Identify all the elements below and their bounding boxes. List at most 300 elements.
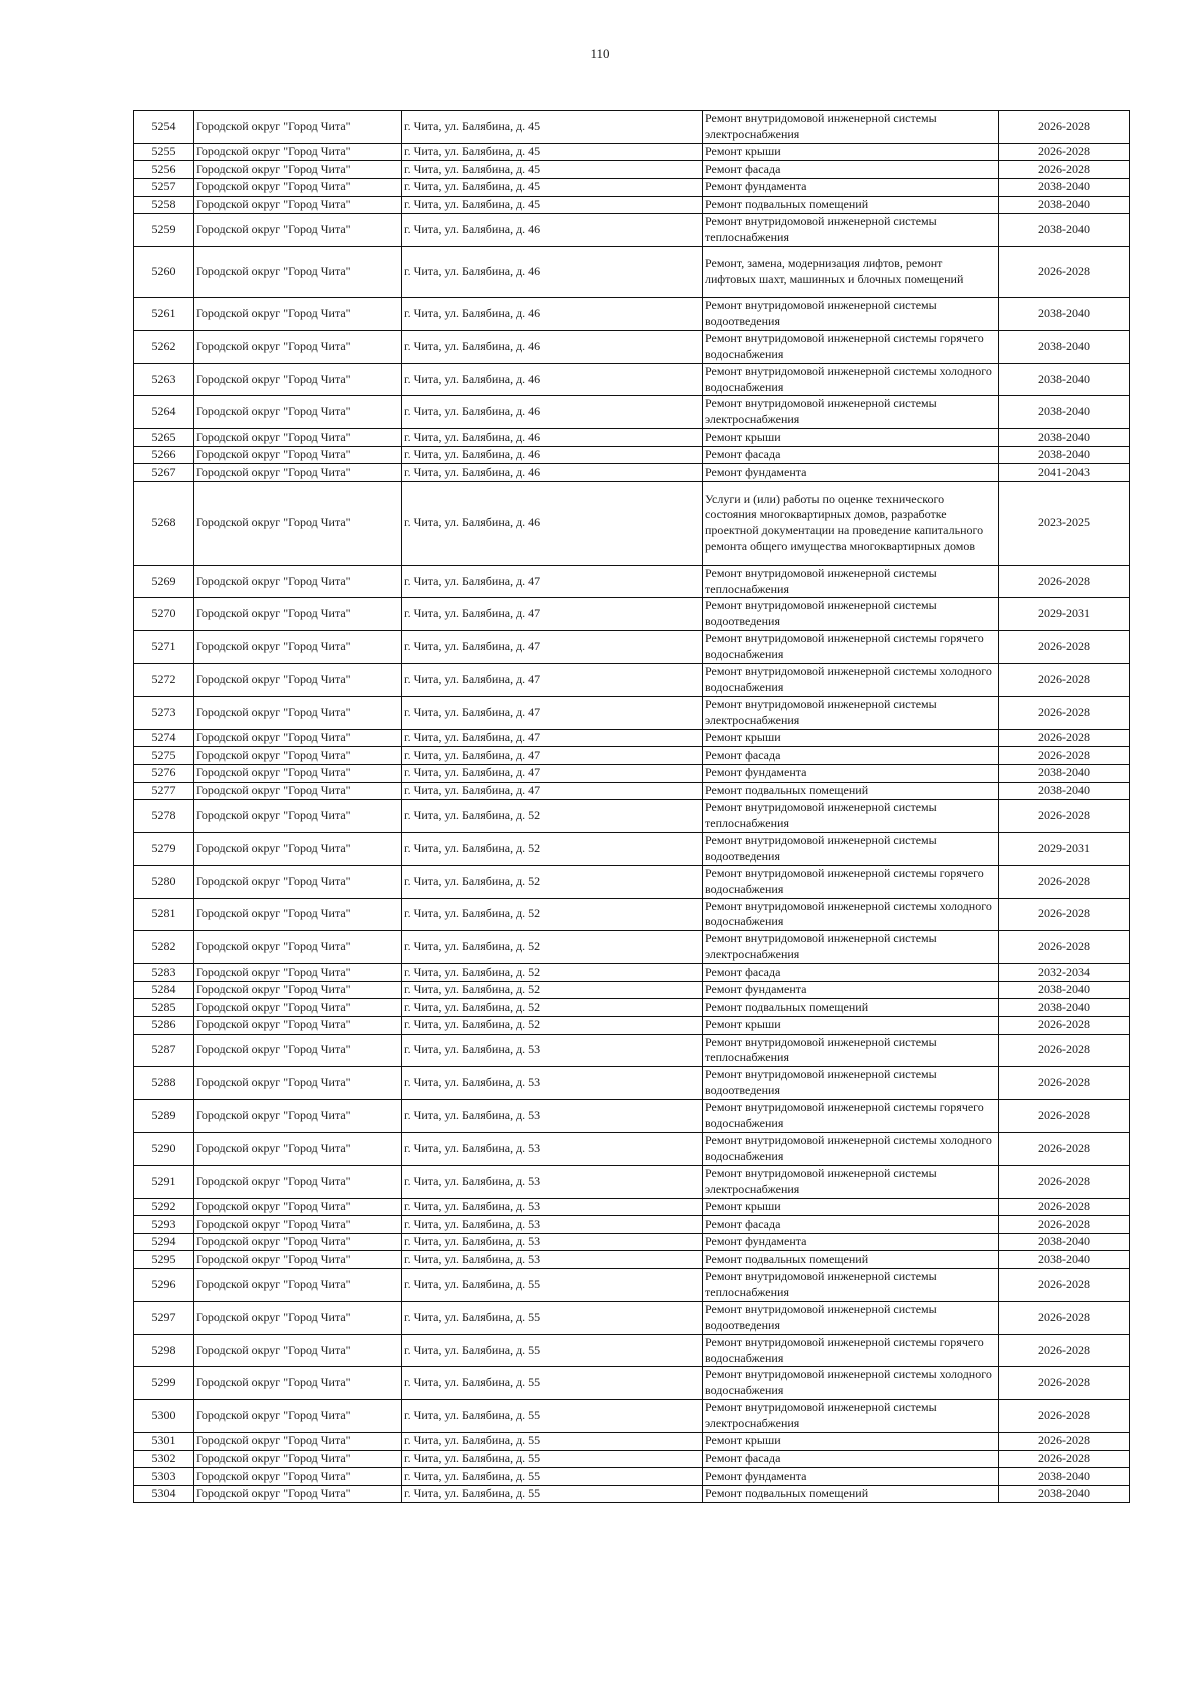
table-row bbox=[134, 1367, 1130, 1400]
address-cell: г. Чита, ул. Балябина, д. 47 bbox=[402, 598, 703, 631]
work-type-cell: Ремонт подвальных помещений bbox=[703, 782, 999, 800]
table-row bbox=[134, 832, 1130, 865]
work-type-cell: Ремонт фундамента bbox=[703, 981, 999, 999]
table-row bbox=[134, 143, 1130, 161]
table-row bbox=[134, 298, 1130, 331]
address-cell: г. Чита, ул. Балябина, д. 53 bbox=[402, 1034, 703, 1067]
table-row bbox=[134, 161, 1130, 179]
work-type-cell: Ремонт крыши bbox=[703, 143, 999, 161]
address-cell: г. Чита, ул. Балябина, д. 47 bbox=[402, 729, 703, 747]
row-number: 5278 bbox=[134, 800, 194, 833]
row-number: 5299 bbox=[134, 1367, 194, 1400]
work-type-cell: Ремонт крыши bbox=[703, 1016, 999, 1034]
period-cell: 2026-2028 bbox=[999, 931, 1130, 964]
address-cell: г. Чита, ул. Балябина, д. 45 bbox=[402, 111, 703, 144]
row-number: 5255 bbox=[134, 143, 194, 161]
address-cell: г. Чита, ул. Балябина, д. 52 bbox=[402, 981, 703, 999]
period-cell: 2026-2028 bbox=[999, 865, 1130, 898]
municipality-cell: Городской округ "Город Чита" bbox=[194, 1367, 402, 1400]
row-number: 5254 bbox=[134, 111, 194, 144]
municipality-cell: Городской округ "Город Чита" bbox=[194, 631, 402, 664]
table-row bbox=[134, 764, 1130, 782]
period-cell: 2026-2028 bbox=[999, 1334, 1130, 1367]
work-type-cell: Ремонт подвальных помещений bbox=[703, 1251, 999, 1269]
row-number: 5280 bbox=[134, 865, 194, 898]
work-type-cell: Ремонт внутридомовой инженерной системы горячего водоснабжения bbox=[703, 1334, 999, 1367]
row-number: 5275 bbox=[134, 747, 194, 765]
table-row bbox=[134, 981, 1130, 999]
address-cell: г. Чита, ул. Балябина, д. 47 bbox=[402, 747, 703, 765]
table-row bbox=[134, 696, 1130, 729]
period-cell: 2023-2025 bbox=[999, 482, 1130, 566]
row-number: 5256 bbox=[134, 161, 194, 179]
period-cell: 2026-2028 bbox=[999, 1450, 1130, 1468]
table-row bbox=[134, 747, 1130, 765]
table-body bbox=[134, 111, 1130, 1503]
period-cell: 2038-2040 bbox=[999, 179, 1130, 197]
work-type-cell: Ремонт внутридомовой инженерной системы теплоснабжения bbox=[703, 1268, 999, 1301]
row-number: 5302 bbox=[134, 1450, 194, 1468]
period-cell: 2038-2040 bbox=[999, 363, 1130, 396]
repair-schedule-table bbox=[133, 110, 1130, 1503]
period-cell: 2026-2028 bbox=[999, 111, 1130, 144]
table-row bbox=[134, 800, 1130, 833]
table-row bbox=[134, 330, 1130, 363]
row-number: 5294 bbox=[134, 1233, 194, 1251]
work-type-cell: Ремонт внутридомовой инженерной системы теплоснабжения bbox=[703, 565, 999, 598]
address-cell: г. Чита, ул. Балябина, д. 45 bbox=[402, 196, 703, 214]
table-row bbox=[134, 865, 1130, 898]
work-type-cell: Ремонт внутридомовой инженерной системы горячего водоснабжения bbox=[703, 1100, 999, 1133]
period-cell: 2038-2040 bbox=[999, 764, 1130, 782]
table-row bbox=[134, 1334, 1130, 1367]
period-cell: 2032-2034 bbox=[999, 964, 1130, 982]
address-cell: г. Чита, ул. Балябина, д. 55 bbox=[402, 1485, 703, 1503]
row-number: 5262 bbox=[134, 330, 194, 363]
row-number: 5274 bbox=[134, 729, 194, 747]
work-type-cell: Ремонт внутридомовой инженерной системы теплоснабжения bbox=[703, 800, 999, 833]
table-row bbox=[134, 196, 1130, 214]
table-row bbox=[134, 464, 1130, 482]
row-number: 5295 bbox=[134, 1251, 194, 1269]
work-type-cell: Ремонт внутридомовой инженерной системы холодного водоснабжения bbox=[703, 898, 999, 931]
table-row bbox=[134, 1301, 1130, 1334]
work-type-cell: Ремонт внутридомовой инженерной системы электроснабжения bbox=[703, 696, 999, 729]
row-number: 5287 bbox=[134, 1034, 194, 1067]
row-number: 5260 bbox=[134, 247, 194, 298]
municipality-cell: Городской округ "Город Чита" bbox=[194, 1034, 402, 1067]
address-cell: г. Чита, ул. Балябина, д. 55 bbox=[402, 1468, 703, 1486]
table-row bbox=[134, 429, 1130, 447]
municipality-cell: Городской округ "Город Чита" bbox=[194, 1132, 402, 1165]
table-row bbox=[134, 1067, 1130, 1100]
work-type-cell: Ремонт внутридомовой инженерной системы водоотведения bbox=[703, 1067, 999, 1100]
address-cell: г. Чита, ул. Балябина, д. 53 bbox=[402, 1067, 703, 1100]
period-cell: 2026-2028 bbox=[999, 1165, 1130, 1198]
table-row bbox=[134, 1400, 1130, 1433]
address-cell: г. Чита, ул. Балябина, д. 46 bbox=[402, 330, 703, 363]
work-type-cell: Ремонт внутридомовой инженерной системы горячего водоснабжения bbox=[703, 865, 999, 898]
period-cell: 2026-2028 bbox=[999, 1016, 1130, 1034]
period-cell: 2026-2028 bbox=[999, 1132, 1130, 1165]
table-row bbox=[134, 1268, 1130, 1301]
municipality-cell: Городской округ "Город Чита" bbox=[194, 111, 402, 144]
work-type-cell: Ремонт внутридомовой инженерной системы теплоснабжения bbox=[703, 1034, 999, 1067]
municipality-cell: Городской округ "Город Чита" bbox=[194, 865, 402, 898]
address-cell: г. Чита, ул. Балябина, д. 55 bbox=[402, 1268, 703, 1301]
work-type-cell: Ремонт подвальных помещений bbox=[703, 196, 999, 214]
municipality-cell: Городской округ "Город Чита" bbox=[194, 464, 402, 482]
period-cell: 2026-2028 bbox=[999, 898, 1130, 931]
work-type-cell: Ремонт фундамента bbox=[703, 179, 999, 197]
work-type-cell: Ремонт фасада bbox=[703, 1450, 999, 1468]
address-cell: г. Чита, ул. Балябина, д. 52 bbox=[402, 1016, 703, 1034]
work-type-cell: Ремонт фасада bbox=[703, 747, 999, 765]
address-cell: г. Чита, ул. Балябина, д. 53 bbox=[402, 1165, 703, 1198]
row-number: 5300 bbox=[134, 1400, 194, 1433]
municipality-cell: Городской округ "Город Чита" bbox=[194, 931, 402, 964]
table-row bbox=[134, 565, 1130, 598]
municipality-cell: Городской округ "Город Чита" bbox=[194, 482, 402, 566]
work-type-cell: Ремонт внутридомовой инженерной системы водоотведения bbox=[703, 1301, 999, 1334]
table-row bbox=[134, 179, 1130, 197]
row-number: 5272 bbox=[134, 664, 194, 697]
municipality-cell: Городской округ "Город Чита" bbox=[194, 1433, 402, 1451]
row-number: 5296 bbox=[134, 1268, 194, 1301]
work-type-cell: Ремонт крыши bbox=[703, 429, 999, 447]
work-type-cell: Ремонт внутридомовой инженерной системы электроснабжения bbox=[703, 1165, 999, 1198]
row-number: 5279 bbox=[134, 832, 194, 865]
table-row bbox=[134, 729, 1130, 747]
table-row bbox=[134, 446, 1130, 464]
work-type-cell: Ремонт крыши bbox=[703, 1433, 999, 1451]
municipality-cell: Городской округ "Город Чита" bbox=[194, 161, 402, 179]
table-row bbox=[134, 214, 1130, 247]
municipality-cell: Городской округ "Город Чита" bbox=[194, 1251, 402, 1269]
work-type-cell: Ремонт внутридомовой инженерной системы холодного водоснабжения bbox=[703, 664, 999, 697]
table-row bbox=[134, 1216, 1130, 1234]
row-number: 5270 bbox=[134, 598, 194, 631]
work-type-cell: Ремонт внутридомовой инженерной системы теплоснабжения bbox=[703, 214, 999, 247]
table-row bbox=[134, 898, 1130, 931]
period-cell: 2026-2028 bbox=[999, 747, 1130, 765]
table-row bbox=[134, 1485, 1130, 1503]
table-row bbox=[134, 1100, 1130, 1133]
row-number: 5286 bbox=[134, 1016, 194, 1034]
work-type-cell: Услуги и (или) работы по оценке технического состояния многоквартирных домов, разработке проектной документации на проведение капитального ремонта общего имущества многоквартирных домов bbox=[703, 482, 999, 566]
period-cell: 2026-2028 bbox=[999, 161, 1130, 179]
municipality-cell: Городской округ "Город Чита" bbox=[194, 981, 402, 999]
address-cell: г. Чита, ул. Балябина, д. 55 bbox=[402, 1301, 703, 1334]
period-cell: 2026-2028 bbox=[999, 696, 1130, 729]
municipality-cell: Городской округ "Город Чита" bbox=[194, 214, 402, 247]
row-number: 5281 bbox=[134, 898, 194, 931]
address-cell: г. Чита, ул. Балябина, д. 55 bbox=[402, 1367, 703, 1400]
address-cell: г. Чита, ул. Балябина, д. 52 bbox=[402, 931, 703, 964]
municipality-cell: Городской округ "Город Чита" bbox=[194, 898, 402, 931]
address-cell: г. Чита, ул. Балябина, д. 55 bbox=[402, 1334, 703, 1367]
row-number: 5267 bbox=[134, 464, 194, 482]
table-row bbox=[134, 1132, 1130, 1165]
period-cell: 2041-2043 bbox=[999, 464, 1130, 482]
table-row bbox=[134, 482, 1130, 566]
address-cell: г. Чита, ул. Балябина, д. 46 bbox=[402, 396, 703, 429]
address-cell: г. Чита, ул. Балябина, д. 47 bbox=[402, 565, 703, 598]
address-cell: г. Чита, ул. Балябина, д. 53 bbox=[402, 1100, 703, 1133]
address-cell: г. Чита, ул. Балябина, д. 46 bbox=[402, 363, 703, 396]
period-cell: 2038-2040 bbox=[999, 446, 1130, 464]
period-cell: 2038-2040 bbox=[999, 396, 1130, 429]
row-number: 5266 bbox=[134, 446, 194, 464]
table-row bbox=[134, 598, 1130, 631]
address-cell: г. Чита, ул. Балябина, д. 47 bbox=[402, 631, 703, 664]
work-type-cell: Ремонт внутридомовой инженерной системы горячего водоснабжения bbox=[703, 631, 999, 664]
work-type-cell: Ремонт внутридомовой инженерной системы электроснабжения bbox=[703, 396, 999, 429]
address-cell: г. Чита, ул. Балябина, д. 53 bbox=[402, 1198, 703, 1216]
table-row bbox=[134, 664, 1130, 697]
address-cell: г. Чита, ул. Балябина, д. 46 bbox=[402, 247, 703, 298]
row-number: 5303 bbox=[134, 1468, 194, 1486]
row-number: 5265 bbox=[134, 429, 194, 447]
address-cell: г. Чита, ул. Балябина, д. 53 bbox=[402, 1132, 703, 1165]
work-type-cell: Ремонт крыши bbox=[703, 1198, 999, 1216]
period-cell: 2029-2031 bbox=[999, 598, 1130, 631]
municipality-cell: Городской округ "Город Чита" bbox=[194, 999, 402, 1017]
municipality-cell: Городской округ "Город Чита" bbox=[194, 1100, 402, 1133]
period-cell: 2038-2040 bbox=[999, 214, 1130, 247]
work-type-cell: Ремонт фасада bbox=[703, 1216, 999, 1234]
table-row bbox=[134, 1450, 1130, 1468]
period-cell: 2026-2028 bbox=[999, 1433, 1130, 1451]
table-row bbox=[134, 1034, 1130, 1067]
period-cell: 2026-2028 bbox=[999, 247, 1130, 298]
address-cell: г. Чита, ул. Балябина, д. 46 bbox=[402, 214, 703, 247]
address-cell: г. Чита, ул. Балябина, д. 53 bbox=[402, 1233, 703, 1251]
row-number: 5293 bbox=[134, 1216, 194, 1234]
work-type-cell: Ремонт внутридомовой инженерной системы горячего водоснабжения bbox=[703, 330, 999, 363]
row-number: 5264 bbox=[134, 396, 194, 429]
row-number: 5288 bbox=[134, 1067, 194, 1100]
address-cell: г. Чита, ул. Балябина, д. 55 bbox=[402, 1450, 703, 1468]
municipality-cell: Городской округ "Город Чита" bbox=[194, 598, 402, 631]
work-type-cell: Ремонт фундамента bbox=[703, 1468, 999, 1486]
municipality-cell: Городской округ "Город Чита" bbox=[194, 1301, 402, 1334]
municipality-cell: Городской округ "Город Чита" bbox=[194, 1268, 402, 1301]
row-number: 5273 bbox=[134, 696, 194, 729]
address-cell: г. Чита, ул. Балябина, д. 47 bbox=[402, 696, 703, 729]
period-cell: 2038-2040 bbox=[999, 1233, 1130, 1251]
period-cell: 2026-2028 bbox=[999, 1400, 1130, 1433]
municipality-cell: Городской округ "Город Чита" bbox=[194, 196, 402, 214]
address-cell: г. Чита, ул. Балябина, д. 46 bbox=[402, 298, 703, 331]
work-type-cell: Ремонт внутридомовой инженерной системы холодного водоснабжения bbox=[703, 363, 999, 396]
municipality-cell: Городской округ "Город Чита" bbox=[194, 729, 402, 747]
municipality-cell: Городской округ "Город Чита" bbox=[194, 330, 402, 363]
work-type-cell: Ремонт крыши bbox=[703, 729, 999, 747]
period-cell: 2026-2028 bbox=[999, 729, 1130, 747]
municipality-cell: Городской округ "Город Чита" bbox=[194, 179, 402, 197]
work-type-cell: Ремонт внутридомовой инженерной системы электроснабжения bbox=[703, 111, 999, 144]
period-cell: 2026-2028 bbox=[999, 664, 1130, 697]
row-number: 5269 bbox=[134, 565, 194, 598]
table-row bbox=[134, 1468, 1130, 1486]
table-row bbox=[134, 1233, 1130, 1251]
work-type-cell: Ремонт внутридомовой инженерной системы холодного водоснабжения bbox=[703, 1132, 999, 1165]
municipality-cell: Городской округ "Город Чита" bbox=[194, 1165, 402, 1198]
row-number: 5271 bbox=[134, 631, 194, 664]
period-cell: 2026-2028 bbox=[999, 1198, 1130, 1216]
address-cell: г. Чита, ул. Балябина, д. 46 bbox=[402, 482, 703, 566]
municipality-cell: Городской округ "Город Чита" bbox=[194, 1233, 402, 1251]
work-type-cell: Ремонт внутридомовой инженерной системы водоотведения bbox=[703, 598, 999, 631]
municipality-cell: Городской округ "Город Чита" bbox=[194, 429, 402, 447]
address-cell: г. Чита, ул. Балябина, д. 52 bbox=[402, 999, 703, 1017]
address-cell: г. Чита, ул. Балябина, д. 46 bbox=[402, 446, 703, 464]
period-cell: 2038-2040 bbox=[999, 782, 1130, 800]
address-cell: г. Чита, ул. Балябина, д. 52 bbox=[402, 865, 703, 898]
address-cell: г. Чита, ул. Балябина, д. 53 bbox=[402, 1251, 703, 1269]
municipality-cell: Городской округ "Город Чита" bbox=[194, 832, 402, 865]
municipality-cell: Городской округ "Город Чита" bbox=[194, 298, 402, 331]
address-cell: г. Чита, ул. Балябина, д. 52 bbox=[402, 832, 703, 865]
table-row bbox=[134, 999, 1130, 1017]
row-number: 5291 bbox=[134, 1165, 194, 1198]
row-number: 5283 bbox=[134, 964, 194, 982]
address-cell: г. Чита, ул. Балябина, д. 52 bbox=[402, 800, 703, 833]
address-cell: г. Чита, ул. Балябина, д. 47 bbox=[402, 782, 703, 800]
period-cell: 2038-2040 bbox=[999, 330, 1130, 363]
row-number: 5268 bbox=[134, 482, 194, 566]
municipality-cell: Городской округ "Город Чита" bbox=[194, 143, 402, 161]
work-type-cell: Ремонт фундамента bbox=[703, 464, 999, 482]
row-number: 5297 bbox=[134, 1301, 194, 1334]
period-cell: 2038-2040 bbox=[999, 981, 1130, 999]
address-cell: г. Чита, ул. Балябина, д. 46 bbox=[402, 464, 703, 482]
period-cell: 2026-2028 bbox=[999, 800, 1130, 833]
table-row bbox=[134, 1198, 1130, 1216]
row-number: 5301 bbox=[134, 1433, 194, 1451]
row-number: 5276 bbox=[134, 764, 194, 782]
row-number: 5257 bbox=[134, 179, 194, 197]
work-type-cell: Ремонт фасада bbox=[703, 446, 999, 464]
row-number: 5282 bbox=[134, 931, 194, 964]
work-type-cell: Ремонт фасада bbox=[703, 964, 999, 982]
address-cell: г. Чита, ул. Балябина, д. 45 bbox=[402, 143, 703, 161]
municipality-cell: Городской округ "Город Чита" bbox=[194, 664, 402, 697]
municipality-cell: Городской округ "Город Чита" bbox=[194, 747, 402, 765]
row-number: 5277 bbox=[134, 782, 194, 800]
table-row bbox=[134, 931, 1130, 964]
period-cell: 2026-2028 bbox=[999, 1216, 1130, 1234]
work-type-cell: Ремонт фундамента bbox=[703, 764, 999, 782]
address-cell: г. Чита, ул. Балябина, д. 45 bbox=[402, 179, 703, 197]
row-number: 5289 bbox=[134, 1100, 194, 1133]
address-cell: г. Чита, ул. Балябина, д. 53 bbox=[402, 1216, 703, 1234]
table-row bbox=[134, 1433, 1130, 1451]
municipality-cell: Городской округ "Город Чита" bbox=[194, 1400, 402, 1433]
municipality-cell: Городской округ "Город Чита" bbox=[194, 782, 402, 800]
municipality-cell: Городской округ "Город Чита" bbox=[194, 446, 402, 464]
address-cell: г. Чита, ул. Балябина, д. 47 bbox=[402, 764, 703, 782]
work-type-cell: Ремонт внутридомовой инженерной системы водоотведения bbox=[703, 298, 999, 331]
row-number: 5290 bbox=[134, 1132, 194, 1165]
row-number: 5284 bbox=[134, 981, 194, 999]
table-row bbox=[134, 782, 1130, 800]
work-type-cell: Ремонт внутридомовой инженерной системы электроснабжения bbox=[703, 1400, 999, 1433]
period-cell: 2038-2040 bbox=[999, 298, 1130, 331]
municipality-cell: Городской округ "Город Чита" bbox=[194, 696, 402, 729]
row-number: 5298 bbox=[134, 1334, 194, 1367]
period-cell: 2038-2040 bbox=[999, 1251, 1130, 1269]
address-cell: г. Чита, ул. Балябина, д. 47 bbox=[402, 664, 703, 697]
work-type-cell: Ремонт подвальных помещений bbox=[703, 999, 999, 1017]
table-row bbox=[134, 1016, 1130, 1034]
period-cell: 2026-2028 bbox=[999, 1067, 1130, 1100]
period-cell: 2038-2040 bbox=[999, 429, 1130, 447]
table-row bbox=[134, 1165, 1130, 1198]
table-row bbox=[134, 363, 1130, 396]
municipality-cell: Городской округ "Город Чита" bbox=[194, 1334, 402, 1367]
municipality-cell: Городской округ "Город Чита" bbox=[194, 800, 402, 833]
row-number: 5263 bbox=[134, 363, 194, 396]
address-cell: г. Чита, ул. Балябина, д. 46 bbox=[402, 429, 703, 447]
table-row bbox=[134, 111, 1130, 144]
address-cell: г. Чита, ул. Балябина, д. 52 bbox=[402, 964, 703, 982]
municipality-cell: Городской округ "Город Чита" bbox=[194, 1450, 402, 1468]
period-cell: 2026-2028 bbox=[999, 1367, 1130, 1400]
row-number: 5259 bbox=[134, 214, 194, 247]
municipality-cell: Городской округ "Город Чита" bbox=[194, 1067, 402, 1100]
period-cell: 2026-2028 bbox=[999, 1100, 1130, 1133]
period-cell: 2038-2040 bbox=[999, 1485, 1130, 1503]
row-number: 5258 bbox=[134, 196, 194, 214]
period-cell: 2038-2040 bbox=[999, 1468, 1130, 1486]
municipality-cell: Городской округ "Город Чита" bbox=[194, 396, 402, 429]
row-number: 5285 bbox=[134, 999, 194, 1017]
work-type-cell: Ремонт внутридомовой инженерной системы водоотведения bbox=[703, 832, 999, 865]
table-row bbox=[134, 396, 1130, 429]
period-cell: 2026-2028 bbox=[999, 1268, 1130, 1301]
work-type-cell: Ремонт фундамента bbox=[703, 1233, 999, 1251]
table-row bbox=[134, 631, 1130, 664]
work-type-cell: Ремонт подвальных помещений bbox=[703, 1485, 999, 1503]
municipality-cell: Городской округ "Город Чита" bbox=[194, 1216, 402, 1234]
period-cell: 2026-2028 bbox=[999, 565, 1130, 598]
table-row bbox=[134, 1251, 1130, 1269]
municipality-cell: Городской округ "Город Чита" bbox=[194, 565, 402, 598]
period-cell: 2026-2028 bbox=[999, 1301, 1130, 1334]
row-number: 5304 bbox=[134, 1485, 194, 1503]
work-type-cell: Ремонт внутридомовой инженерной системы холодного водоснабжения bbox=[703, 1367, 999, 1400]
municipality-cell: Городской округ "Город Чита" bbox=[194, 1485, 402, 1503]
period-cell: 2029-2031 bbox=[999, 832, 1130, 865]
row-number: 5261 bbox=[134, 298, 194, 331]
period-cell: 2038-2040 bbox=[999, 196, 1130, 214]
table-row bbox=[134, 964, 1130, 982]
work-type-cell: Ремонт, замена, модернизация лифтов, ремонт лифтовых шахт, машинных и блочных помещений bbox=[703, 247, 999, 298]
municipality-cell: Городской округ "Город Чита" bbox=[194, 1016, 402, 1034]
table-row bbox=[134, 247, 1130, 298]
address-cell: г. Чита, ул. Балябина, д. 55 bbox=[402, 1400, 703, 1433]
municipality-cell: Городской округ "Город Чита" bbox=[194, 363, 402, 396]
period-cell: 2026-2028 bbox=[999, 1034, 1130, 1067]
row-number: 5292 bbox=[134, 1198, 194, 1216]
address-cell: г. Чита, ул. Балябина, д. 55 bbox=[402, 1433, 703, 1451]
period-cell: 2038-2040 bbox=[999, 999, 1130, 1017]
page-number: 110 bbox=[590, 46, 610, 61]
work-type-cell: Ремонт фасада bbox=[703, 161, 999, 179]
address-cell: г. Чита, ул. Балябина, д. 45 bbox=[402, 161, 703, 179]
